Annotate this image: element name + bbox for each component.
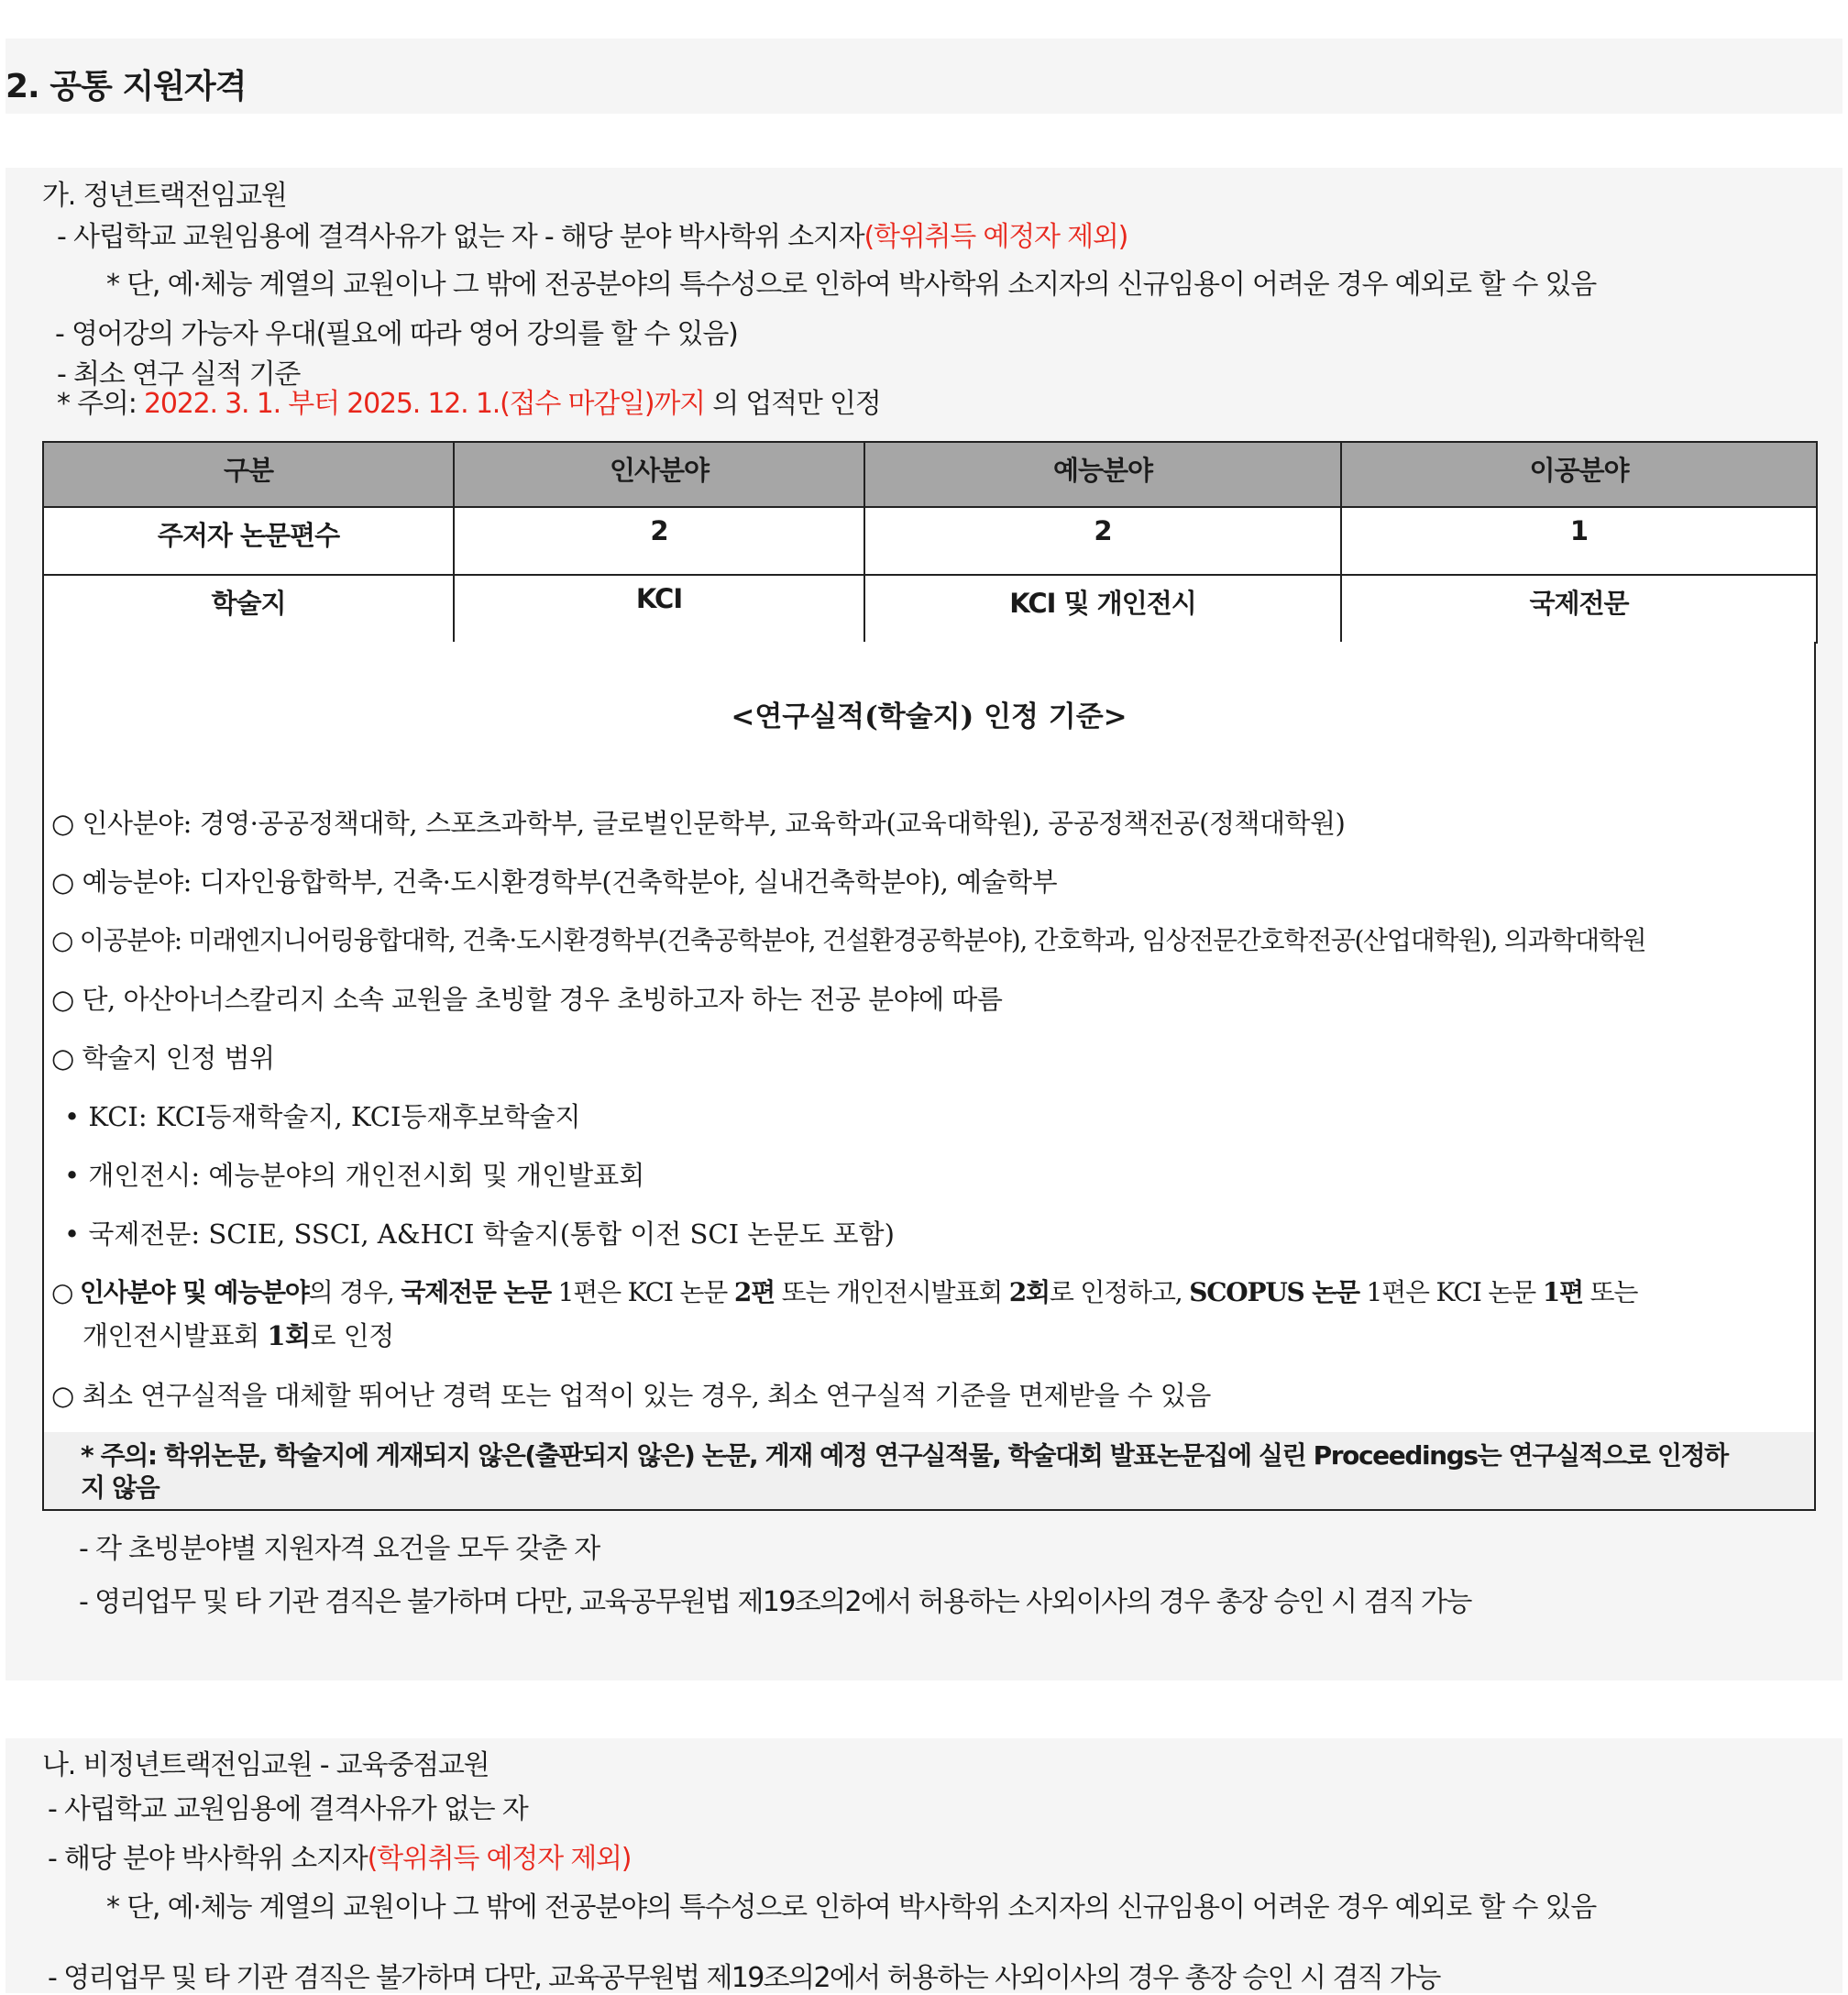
section-a-line1	[57, 214, 1128, 254]
eq-text: 1편은 KCI 논문	[550, 1277, 734, 1307]
section-b-line2	[48, 1835, 631, 1876]
table-header-cell: 구분	[43, 442, 454, 507]
eq-bold: 1회	[267, 1320, 311, 1351]
section-a-line4: - 각 초빙분야별 지원자격 요건을 모두 갖춘 자	[79, 1533, 600, 1565]
table-header-cell: 이공분야	[1341, 442, 1817, 507]
eq-bold: SCOPUS 논문	[1189, 1277, 1359, 1307]
warning-text-line2: 지 않음	[81, 1472, 160, 1503]
criteria-item: ○ 단, 아산아너스칼리지 소속 교원을 초빙할 경우 초빙하고자 하는 전공 분야에 따름	[51, 984, 1003, 1015]
requirements-table	[42, 441, 1818, 644]
table-header-cell: 예능분야	[864, 442, 1341, 507]
note2-suffix: 의 업적만 인정	[704, 388, 881, 420]
table-cell: KCI 및 개인전시	[864, 575, 1341, 643]
criteria-item-equivalence	[51, 1273, 1637, 1309]
bullet-item: • KCI: KCI등재학술지, KCI등재후보학술지	[64, 1101, 581, 1132]
eq-text: 또는 개인전시발표회	[774, 1277, 1009, 1307]
criteria-box	[42, 642, 1816, 1511]
section-b-line3: - 영리업무 및 타 기관 겸직은 불가하며 다만, 교육공무원법 제19조의2에서 허용하는 사외이사의 경우 총장 승인 시 겸직 가능	[48, 1962, 1440, 1994]
criteria-item-equivalence-line2	[82, 1316, 394, 1353]
criteria-item: ○ 학술지 인정 범위	[51, 1042, 275, 1074]
eq-bold: 국제전문 논문	[401, 1277, 551, 1307]
section-a-line5: - 영리업무 및 타 기관 겸직은 불가하며 다만, 교육공무원법 제19조의2에서 허용하는 사외이사의 경우 총장 승인 시 겸직 가능	[79, 1586, 1471, 1618]
section-a-note2	[57, 380, 881, 421]
eq-text: 로 인정	[310, 1320, 394, 1351]
table-header-cell: 인사분야	[454, 442, 864, 507]
section-b-note: * 단, 예·체능 계열의 교원이나 그 밖에 전공분야의 특수성으로 인하여 박사학위 소지자의 신규임용이 어려운 경우 예외로 할 수 있음	[106, 1891, 1597, 1923]
eq-bold: 2회	[1008, 1277, 1050, 1307]
eq-bold: 1편	[1542, 1277, 1583, 1307]
b-line2-red-text: (학위취득 예정자 제외)	[367, 1843, 632, 1875]
table-cell: 2	[864, 507, 1341, 575]
criteria-item: ○ 이공분야: 미래엔지니어링융합대학, 건축·도시환경학부(건축공학분야, 건설환경공학분야), 간호학과, 임상전문간호학전공(산업대학원), 의과학대학원	[51, 925, 1646, 955]
section-b-heading: 나. 비정년트랙전임교원 - 교육중점교원	[42, 1749, 490, 1781]
criteria-item: ○ 인사분야: 경영·공공정책대학, 스포츠과학부, 글로벌인문학부, 교육학과(교육대학원), 공공정책전공(정책대학원)	[51, 808, 1346, 839]
eq-bold: 인사분야 및 예능분야	[79, 1277, 309, 1307]
eq-text: 1편은 KCI 논문	[1358, 1277, 1543, 1307]
eq-text: 로 인정하고,	[1049, 1277, 1190, 1307]
table-cell: KCI	[454, 575, 864, 643]
table-row	[43, 507, 1817, 575]
criteria-item: ○ 최소 연구실적을 대체할 뛰어난 경력 또는 업적이 있는 경우, 최소 연구실적 기준을 면제받을 수 있음	[51, 1380, 1211, 1411]
line1-text: - 사립학교 교원임용에 결격사유가 없는 자 - 해당 분야 박사학위 소지자	[57, 221, 864, 253]
table-cell: 주저자 논문편수	[43, 507, 454, 575]
section-header-band	[6, 39, 1842, 114]
warning-text-line1: * 주의: 학위논문, 학술지에 게재되지 않은(출판되지 않은) 논문, 게재 예정 연구실적물, 학술대회 발표논문집에 실린 Proceedings는 연구실적으로 인정하	[81, 1440, 1728, 1471]
note2-prefix: * 주의:	[57, 388, 144, 420]
table-cell: 국제전문	[1341, 575, 1817, 643]
line1-red-text: (학위취득 예정자 제외)	[864, 221, 1128, 253]
section-b-line1: - 사립학교 교원임용에 결격사유가 없는 자	[48, 1793, 528, 1825]
eq-text: 의 경우,	[308, 1277, 402, 1307]
section-a-heading: 가. 정년트랙전임교원	[42, 180, 287, 212]
eq-circle: ○	[51, 1277, 80, 1307]
eq-text: 개인전시발표회	[82, 1320, 268, 1351]
bullet-item: • 국제전문: SCIE, SSCI, A&HCI 학술지(통합 이전 SCI 논문도 포함)	[64, 1218, 895, 1250]
section-title: 2. 공통 지원자격	[6, 68, 247, 105]
section-a-line2: - 영어강의 가능자 우대(필요에 따라 영어 강의를 할 수 있음)	[55, 318, 738, 350]
eq-bold: 2편	[733, 1277, 775, 1307]
section-a-note1: * 단, 예·체능 계열의 교원이나 그 밖에 전공분야의 특수성으로 인하여 박사학위 소지자의 신규임용이 어려운 경우 예외로 할 수 있음	[106, 269, 1597, 301]
criteria-title: <연구실적(학술지) 인정 기준>	[731, 700, 1128, 733]
bullet-item: • 개인전시: 예능분야의 개인전시회 및 개인발표회	[64, 1160, 645, 1191]
table-header-row	[43, 442, 1817, 507]
table-row	[43, 575, 1817, 643]
table-cell: 학술지	[43, 575, 454, 643]
table-cell: 1	[1341, 507, 1817, 575]
b-line2-text: - 해당 분야 박사학위 소지자	[48, 1843, 368, 1875]
table-cell: 2	[454, 507, 864, 575]
criteria-item: ○ 예능분야: 디자인융합학부, 건축·도시환경학부(건축학분야, 실내건축학분야), 예술학부	[51, 866, 1058, 898]
section-a-line3: - 최소 연구 실적 기준	[57, 358, 301, 391]
note2-red-text: 2022. 3. 1. 부터 2025. 12. 1.(접수 마감일)까지	[143, 388, 705, 420]
eq-text: 또는	[1582, 1277, 1638, 1307]
